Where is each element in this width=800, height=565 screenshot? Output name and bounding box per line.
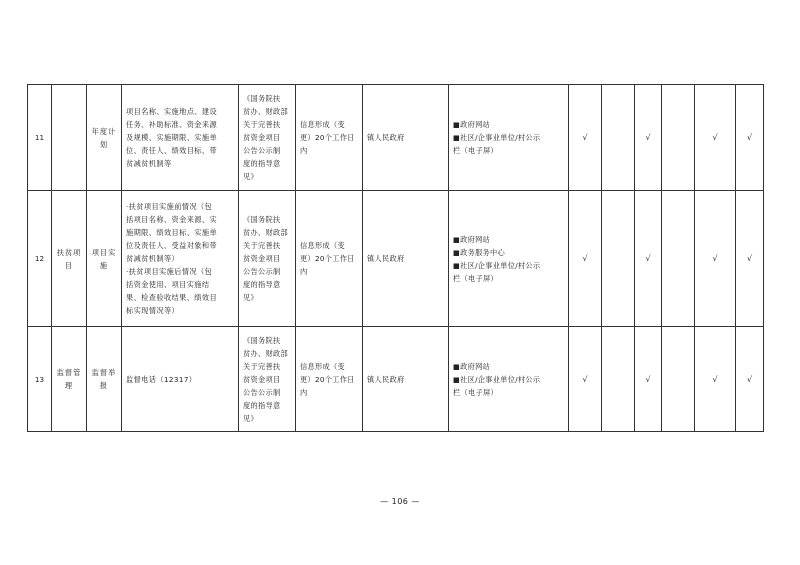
check-cell: √ <box>569 327 602 432</box>
basis-cell-line: 贫办、财政部 <box>243 228 288 237</box>
content-cell <box>122 191 239 327</box>
content-cell-line: 贫减贫机制等） <box>126 254 180 263</box>
check-cell <box>602 327 635 432</box>
basis-cell <box>239 327 296 432</box>
table-row <box>28 85 764 191</box>
check-cell <box>662 327 695 432</box>
category-cell: 监督管理 <box>52 327 87 432</box>
time-limit-cell-line: 信息形成（变 <box>300 120 345 129</box>
page-number: — 106 — <box>380 497 420 506</box>
time-limit-cell-line: 内 <box>300 267 308 276</box>
table-row <box>28 327 764 432</box>
basis-cell-line: 《国务院扶 <box>243 215 281 224</box>
check-cell: √ <box>695 85 736 191</box>
row-number: 13 <box>28 327 52 432</box>
basis-cell-line: 贫资金项目 <box>243 254 281 263</box>
check-cell <box>662 85 695 191</box>
time-limit-cell-line: 内 <box>300 387 308 397</box>
basis-cell-line: 贫办、财政部 <box>243 348 288 358</box>
content-cell-line: 任务、补助标准、资金来源 <box>126 120 218 129</box>
basis-cell <box>239 85 296 191</box>
subject-cell: 镇人民政府 <box>363 85 449 191</box>
channel-cell <box>449 191 569 327</box>
check-cell: √ <box>635 327 662 432</box>
channel-cell <box>449 327 569 432</box>
category-cell: 扶贫项目 <box>52 191 87 327</box>
channel-cell-line: ■政府网站 <box>453 361 491 371</box>
content-cell-line: 标实现情况等） <box>126 306 180 315</box>
content-cell <box>122 327 239 432</box>
basis-cell-line: 关于完善扶 <box>243 241 281 250</box>
basis-cell-line: 关于完善扶 <box>243 120 281 129</box>
check-cell <box>602 191 635 327</box>
check-cell: √ <box>569 85 602 191</box>
channel-cell-line: 栏（电子屏） <box>453 387 498 397</box>
content-cell-line: 位及责任人、受益对象和带 <box>126 241 218 250</box>
time-limit-cell <box>296 85 363 191</box>
basis-cell-line: 《国务院扶 <box>243 94 281 103</box>
channel-cell <box>449 85 569 191</box>
basis-cell-line: 贫资金项目 <box>243 133 281 142</box>
basis-cell <box>239 191 296 327</box>
table-row <box>28 191 764 327</box>
channel-cell-line: ■社区/企事业单位/村公示 <box>453 260 541 270</box>
subject-cell: 镇人民政府 <box>363 191 449 327</box>
content-cell-line: 监督电话（12317） <box>126 374 197 384</box>
basis-cell-line: 公告公示制 <box>243 387 281 397</box>
basis-cell-line: 《国务院扶 <box>243 335 281 345</box>
check-cell <box>602 85 635 191</box>
basis-cell-line: 见》 <box>243 293 258 302</box>
check-cell: √ <box>635 85 662 191</box>
content-cell-line: 果、检查验收结果、绩效目 <box>126 293 218 302</box>
channel-cell-line: ■社区/企事业单位/村公示 <box>453 133 541 142</box>
basis-cell-line: 贫办、财政部 <box>243 107 288 116</box>
basis-cell-line: 见》 <box>243 413 258 423</box>
check-cell <box>662 191 695 327</box>
basis-cell-line: 度的指导意 <box>243 400 281 410</box>
row-number: 11 <box>28 85 52 191</box>
basis-cell-line: 关于完善扶 <box>243 361 281 371</box>
content-cell-line: ·扶贫项目实施前情况（包 <box>126 202 213 211</box>
time-limit-cell-line: 更）20个工作日 <box>300 374 355 384</box>
content-cell-line: 位、责任人、绩效目标、带 <box>126 146 218 155</box>
basis-cell-line: 度的指导意 <box>243 159 281 168</box>
basis-cell-line: 度的指导意 <box>243 280 281 289</box>
basis-cell-line: 公告公示制 <box>243 146 281 155</box>
basis-cell-line: 见》 <box>243 172 258 181</box>
subject-cell: 镇人民政府 <box>363 327 449 432</box>
check-cell: √ <box>695 327 736 432</box>
time-limit-cell <box>296 191 363 327</box>
time-limit-cell-line: 内 <box>300 146 308 155</box>
channel-cell-line: 栏（电子屏） <box>453 273 498 283</box>
content-cell-line: 施期限、绩效目标、实施单 <box>126 228 218 237</box>
channel-cell-line: ■政府网站 <box>453 120 491 129</box>
check-cell: √ <box>695 191 736 327</box>
channel-cell-line: ■社区/企事业单位/村公示 <box>453 374 541 384</box>
time-limit-cell-line: 信息形成（变 <box>300 241 345 250</box>
channel-cell-line: ■政务服务中心 <box>453 247 506 257</box>
subcategory-cell: 监督举报 <box>87 327 122 432</box>
category-cell <box>52 85 87 191</box>
time-limit-cell <box>296 327 363 432</box>
time-limit-cell-line: 信息形成（变 <box>300 361 345 371</box>
content-cell-line: 贫减贫机制等 <box>126 159 172 168</box>
subcategory-cell: 项目实施 <box>87 191 122 327</box>
subcategory-cell: 年度计划 <box>87 85 122 191</box>
content-cell <box>122 85 239 191</box>
basis-cell-line: 贫资金项目 <box>243 374 281 384</box>
channel-cell-line: 栏（电子屏） <box>453 146 498 155</box>
basis-cell-line: 公告公示制 <box>243 267 281 276</box>
content-cell-line: 括项目名称、资金来源、实 <box>126 215 218 224</box>
check-cell: √ <box>736 85 764 191</box>
check-cell: √ <box>635 191 662 327</box>
time-limit-cell-line: 更）20个工作日 <box>300 254 355 263</box>
row-number: 12 <box>28 191 52 327</box>
time-limit-cell-line: 更）20个工作日 <box>300 133 355 142</box>
content-cell-line: 项目名称、实施地点、建设 <box>126 107 218 116</box>
disclosure-table <box>27 84 764 432</box>
check-cell: √ <box>736 327 764 432</box>
content-cell-line: 括资金使用、项目实施结 <box>126 280 210 289</box>
check-cell: √ <box>736 191 764 327</box>
check-cell: √ <box>569 191 602 327</box>
content-cell-line: ·扶贫项目实施后情况（包 <box>126 267 213 276</box>
content-cell-line: 及规模、实施期限、实施单 <box>126 133 218 142</box>
channel-cell-line: ■政府网站 <box>453 234 491 244</box>
